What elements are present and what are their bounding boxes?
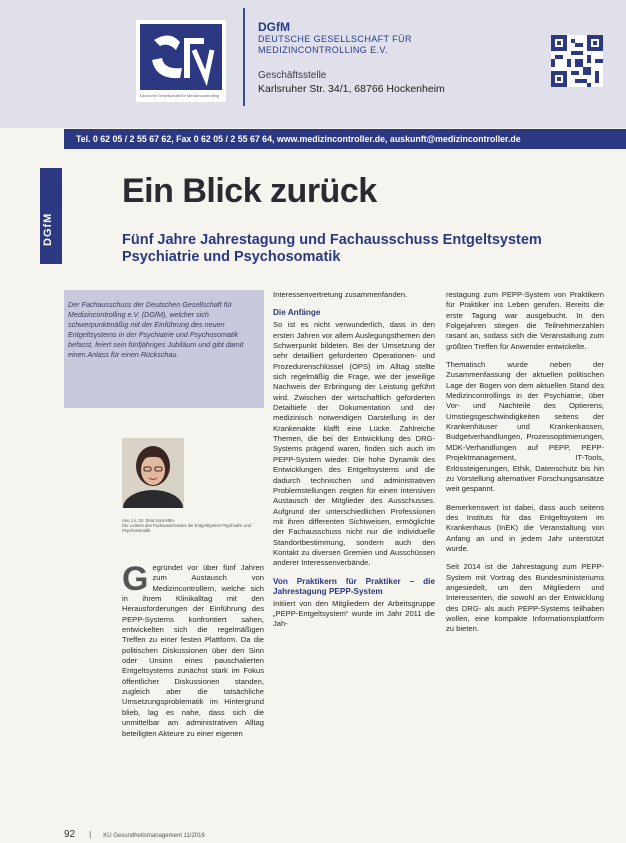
intro-text: Der Fachausschuss der Deutschen Gesellschaft für Medizincontrolling e.V. (DGfM), welcher sich schwerpunktmäßig mit der Einführung des neuen Entgeltsystems in der Psychiatrie und Psychosomatik befasst, feiert sein fünfjähriges Jubiläum und gibt damit einen Anlass für einen Rückschau. (68, 300, 244, 360)
col2-paragraph-0: Interessenvertretung zusammenfanden. (273, 290, 408, 299)
office-address: Karlsruher Str. 34/1, 68766 Hockenheim (258, 83, 445, 95)
org-name: DGfM (258, 20, 290, 34)
section-tab-label: DGfM (42, 212, 54, 246)
col3-paragraph-2: Thematisch wurde neben der Zusammenfassung der aktuellen politischen Lage der Bogen von dem aktuellen Stand des Medizincontrollings in der Psychiatrie, über Vor- und Nachteile des Optierens, Umstiegsgeschwindigkeiten seitens der Krankenhäuser und Krankenkassen, Budgetverhandlungen, Prozessoptimierungen, MDK-Verhandlungen auf PEPP, PEPP-Projektmanagement, IT-Tools, Erlössteigerungen, Ethik, Datenschutz bis hin zu Vorstellung alternativer Forschungsansätze weit gespannt. (446, 360, 604, 494)
intro-box (64, 290, 264, 408)
footer-separator: | (89, 830, 92, 839)
page-footer (64, 829, 205, 840)
article-subtitle: Fünf Jahre Jahrestagung und Fachausschuss Entgeltsystem Psychiatrie und Psychosomatik (122, 232, 542, 265)
article-column-3 (446, 290, 604, 643)
section-heading-anfaenge: Die Anfänge (273, 308, 321, 318)
contact-bar: Tel. 0 62 05 / 2 55 67 62, Fax 0 62 05 / 2 55 67 64, www.medizincontroller.de, auskunft@medizincontroller.de (64, 129, 626, 149)
col2-paragraph-1: So ist es nicht verwunderlich, dass in den ersten Jahren vor allem Auslegungsthemen den Schwerpunkt bildeten. Bei der Umsetzung der sehr detailliert geforderten Operationen- und Prozedurenschlüssel (OPS) im Alltag stellte sich regelmäßig die Frage, wie der jeweilige Nachweis der Erbringung der Leistung geführt wird. Zwischen der wirtschaftlich geforderten Detailtiefe der Dokumentation und der medizinisch notwendigen Darstellung in der Krankenakte klafft eine Lücke. Zahlreiche Themen, die bei der Entwicklung des DRG-Systems prägend waren, finden sich auch im PEPP-System wieder. Die hohe Dynamik des Entwicklungen des Entgeltsystems und die dadurch technischen und administrativen Problemstellungen zeigten für einen intensiven Austausch der Mitglieder des Ausschusses. Aufgrund der unterschiedlichen Professionen mit ihren differenten Sichtweisen, ermöglichte der Fachausschuss nicht nur die individuelle Standortbestimmung, sondern auch den Kontakt zu diversen Gremien und Ausschüssen anderer Interessenverbände. (273, 320, 435, 568)
org-full-name-line1: DEUTSCHE GESELLSCHAFT FÜR (258, 34, 412, 44)
article-title: Ein Blick zurück (122, 172, 377, 210)
header-divider (243, 8, 245, 106)
section-heading-jahrestagung: Von Praktikern für Praktiker – die Jahrestagung PEPP-System (273, 576, 435, 596)
publication-name: KU Gesundheitsmanagement 11/2016 (103, 833, 205, 839)
office-label: Geschäftsstelle (258, 70, 327, 81)
logo-tagline: Deutsche Gesellschaft für Medizincontrolling (140, 93, 219, 98)
office-block (258, 70, 445, 96)
author-photo (122, 438, 184, 508)
page-number: 92 (64, 829, 76, 840)
letterhead (0, 0, 626, 128)
organization-block (258, 20, 458, 56)
col2-paragraph-2: Initiiert von den Mitgliedern der Arbeitsgruppe „PEPP-Entgeltsystem“ wurde im Jahr 2011 die Jah- (273, 598, 435, 629)
article-column-2 (273, 290, 435, 638)
org-full-name-line2: MEDIZINCONTROLLING E.V. (258, 45, 388, 55)
drop-cap: G (122, 560, 149, 598)
article-column-1 (122, 560, 264, 747)
photo-caption: Ass. Lic. Dr. Dina Sora MBA Stv. Leiterin des Fachausschusses der Entgeltsystem Psychiatrie und Psychosomatik (122, 518, 251, 534)
col3-paragraph-3: Bemerkenswert ist dabei, dass auch seitens des Instituts für das Entgeltsystem im Krankenhaus (InEK) die Veranstaltung von Anfang an und in jedem Jahr unterstützt wurde. (446, 502, 604, 553)
col3-paragraph-1: restagung zum PEPP-System von Praktikern für Praktiker ins Leben gerufen. Bereits die erste Tagung war ausgebucht. In den Folgejahren stiegen die Teilnehmerzahlen rasant an, sodass sich die Veranstaltung zum größten Treffen für Anwender entwickelte. (446, 290, 604, 351)
section-tab (40, 168, 62, 264)
col1-paragraph: egründet vor über fünf Jahren zum Austausch von Medizincontrollern, welche sich in ihrem Klinikalltag mit den Herausforderungen der Einführung des PEPP-Systems konfrontiert sahen, entwickelten sich die regelmäßigen Treffen zu einer festen Plattform. Da die politischen Diskussionen über den Sinn oder Unsinn eines pauschalierten Entgeltsystems zunächst stark im Fokus öffentlicher Diskussionen standen, zugleich aber die tatsächliche Umsetzungsproblematik im Hintergrund blieb, lag es nahe, dass sich die unmittelbar am administrativen Alltag beteiligten Akteure zu einer eigenen (122, 563, 264, 738)
dgfm-logo (136, 20, 226, 102)
col3-paragraph-4: Seit 2014 ist die Jahrestagung zum PEPP-System mit Vortrag des Bundesministeriums angesiedelt, um den Mitgliedern und Interessenten, die sowohl an der Entwicklung des DRG- als auch PEPP-Systems teilhaben wollen, eine kompakte Informationsplattform zu bieten. (446, 562, 604, 634)
qr-code-icon (551, 35, 603, 87)
